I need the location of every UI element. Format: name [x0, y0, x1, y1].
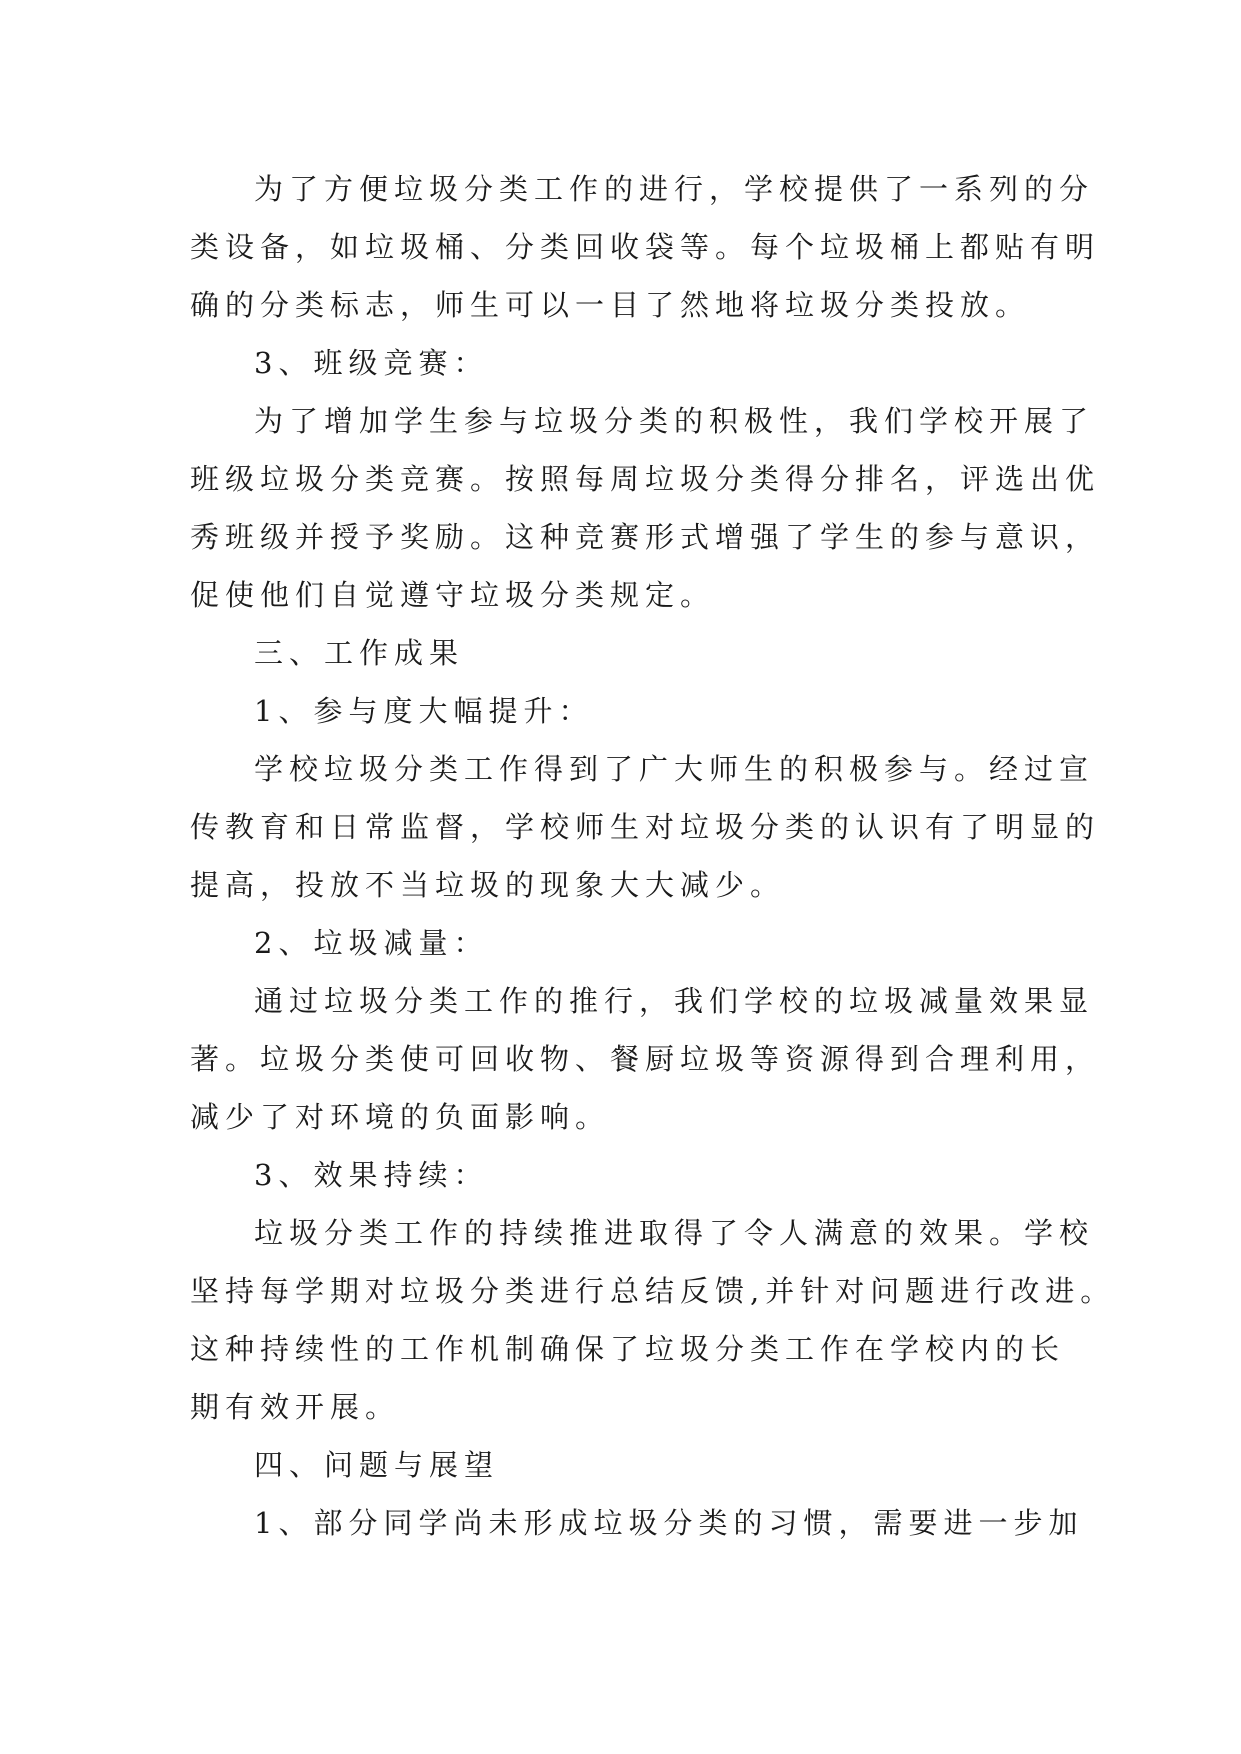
- section-heading: [190, 1436, 1060, 1494]
- heading-text: 3、效果持续：: [254, 1158, 489, 1192]
- text-line: 垃圾分类工作的持续推进取得了令人满意的效果。学校: [254, 1216, 1095, 1250]
- heading-text: 四、问题与展望: [254, 1448, 500, 1482]
- subsection-heading: [190, 682, 1060, 740]
- text-line: 著。垃圾分类使可回收物、餐厨垃圾等资源得到合理利用，: [190, 1042, 1101, 1076]
- text-line: 学校垃圾分类工作得到了广大师生的积极参与。经过宣: [254, 752, 1095, 786]
- subsection-heading: [190, 914, 1060, 972]
- text-line: 传教育和日常监督，学校师生对垃圾分类的认识有了明显的: [190, 810, 1101, 844]
- text-line: 为了增加学生参与垃圾分类的积极性，我们学校开展了: [254, 404, 1095, 438]
- section-heading: [190, 334, 1060, 392]
- paragraph: [190, 1204, 1116, 1436]
- text-line: 这种持续性的工作机制确保了垃圾分类工作在学校内的长: [190, 1332, 1066, 1366]
- heading-text: 1、参与度大幅提升：: [254, 694, 594, 728]
- text-line: 提高，投放不当垃圾的现象大大减少。: [190, 868, 786, 902]
- section-heading: [190, 624, 1060, 682]
- heading-text: 3、班级竞赛：: [254, 346, 489, 380]
- text-line: 坚持每学期对垃圾分类进行总结反馈,并针对问题进行改进。: [190, 1274, 1116, 1308]
- paragraph: [190, 1494, 1084, 1552]
- text-line: 减少了对环境的负面影响。: [190, 1100, 611, 1134]
- heading-text: 2、垃圾减量：: [254, 926, 489, 960]
- text-line: 通过垃圾分类工作的推行，我们学校的垃圾减量效果显: [254, 984, 1095, 1018]
- text-line: 秀班级并授予奖励。这种竞赛形式增强了学生的参与意识，: [190, 520, 1101, 554]
- document-body: [190, 160, 1116, 1552]
- paragraph: [190, 160, 1101, 334]
- paragraph: [190, 740, 1101, 914]
- text-line: 期有效开展。: [190, 1390, 401, 1424]
- text-line: 班级垃圾分类竞赛。按照每周垃圾分类得分排名，评选出优: [190, 462, 1101, 496]
- subsection-heading: [190, 1146, 1060, 1204]
- text-line: 为了方便垃圾分类工作的进行，学校提供了一系列的分: [254, 172, 1095, 206]
- text-line: 类设备，如垃圾桶、分类回收袋等。每个垃圾桶上都贴有明: [190, 230, 1101, 264]
- paragraph: [190, 972, 1101, 1146]
- text-line: 确的分类标志，师生可以一目了然地将垃圾分类投放。: [190, 288, 1031, 322]
- paragraph: [190, 392, 1101, 624]
- text-line: 促使他们自觉遵守垃圾分类规定。: [190, 578, 716, 612]
- heading-text: 三、工作成果: [254, 636, 465, 670]
- text-line: 1、部分同学尚未形成垃圾分类的习惯，需要进一步加: [254, 1506, 1084, 1540]
